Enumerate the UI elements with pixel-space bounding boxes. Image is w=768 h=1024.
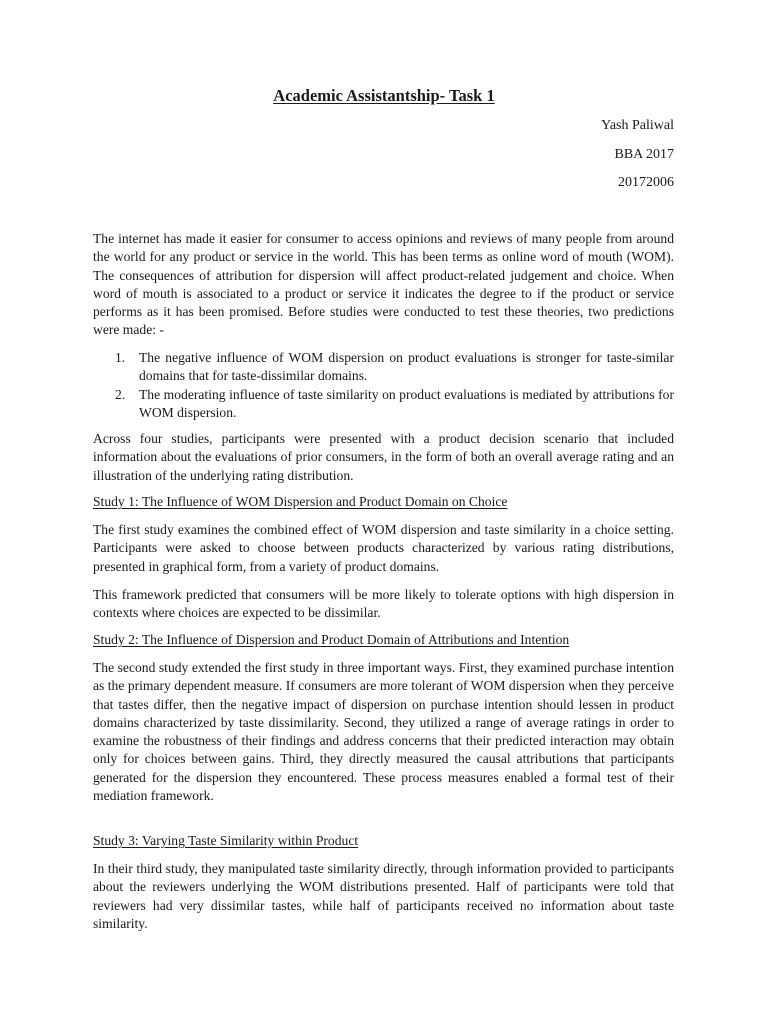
study2-paragraph: The second study extended the first study in three important ways. First, they examined purchase intention as the primary dependent measure. If consumers are more tolerant of WOM dispersion when they perceive that tastes differ, then the negative impact of dispersion on purchase intention should lessen in product domains characterized by taste dissimilarity. Second, they utilized a range of average ratings in order to examine the robustness of their findings and address concerns that their predicted interaction may obtain only for choices between gains. Third, they directly measured the causal attributions that participants generated for the dispersion they encountered. These process measures enabled a formal test of their mediation framework. [93, 660, 674, 804]
overview-paragraph: Across four studies, participants were presented with a product decision scenario that included information about the evaluations of prior consumers, in the form of both an overall average rating and an illustration of the underlying rating distribution. [93, 431, 674, 483]
list-item-number: 2. [115, 386, 126, 402]
list-item-text: The negative influence of WOM dispersion on product evaluations is stronger for taste-similar domains that for taste-dissimilar domains. [139, 350, 674, 384]
student-id: 20172006 [618, 175, 674, 190]
study1-paragraph-2: This framework predicted that consumers will be more likely to tolerate options with high dispersion in contexts where choices are expected to be dissimilar. [93, 587, 674, 621]
program-label: BBA 2017 [614, 147, 674, 162]
study1-heading: Study 1: The Influence of WOM Dispersion and Product Domain on Choice [93, 494, 508, 509]
list-item-number: 1. [115, 350, 126, 365]
study3-paragraph: In their third study, they manipulated taste similarity directly, through information provided to participants about the reviewers underlying the WOM distributions presented. Half of participants were told that reviewers had very dissimilar tastes, while half of participants received no information about taste similarity. [93, 861, 674, 931]
author-name: Yash Paliwal [601, 118, 674, 133]
study1-paragraph-1: The first study examines the combined effect of WOM dispersion and taste similarity in a choice setting. Participants were asked to choose between products characterized by various rating distributions, presented in graphical form, from a variety of product domains. [93, 522, 674, 574]
list-item [93, 349, 674, 386]
list-item [93, 386, 674, 423]
study2-heading: Study 2: The Influence of Dispersion and Product Domain of Attributions and Intention [93, 632, 570, 647]
list-item-text: The moderating influence of taste similarity on product evaluations is mediated by attributions for WOM dispersion. [139, 386, 674, 420]
intro-paragraph: The internet has made it easier for consumer to access opinions and reviews of many people from around the world for any product or service in the world. This has been terms as online word of mouth (WOM). The consequences of attribution for dispersion will affect product-related judgement and choice. When word of mouth is associated to a product or service it indicates the degree to if the product or service performs as it has been promised. Before studies were conducted to test these theories, two predictions were made: - [93, 231, 674, 338]
predictions-list [93, 349, 674, 422]
document-title: Academic Assistantship- Task 1 [273, 86, 495, 105]
study3-heading: Study 3: Varying Taste Similarity within Product [93, 833, 359, 848]
